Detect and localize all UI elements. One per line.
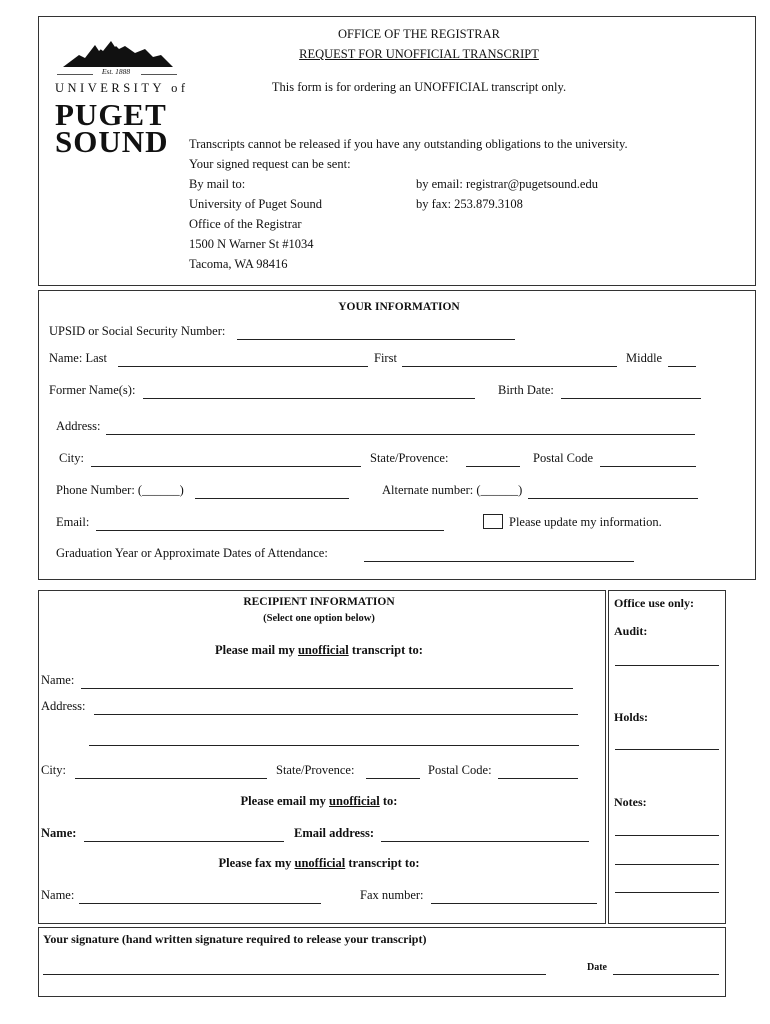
middle-name-field[interactable] <box>668 366 696 367</box>
mail-label: By mail to: <box>189 177 246 191</box>
office-use-title: Office use only: <box>614 596 694 610</box>
birth-date-label: Birth Date: <box>498 383 554 397</box>
date-label: Date <box>587 962 607 973</box>
recipient-city-label: City: <box>41 763 67 777</box>
office-title: OFFICE OF THE REGISTRAR <box>338 27 500 41</box>
recipient-address-label: Address: <box>41 699 86 713</box>
recipient-postal-field[interactable] <box>498 778 578 779</box>
first-name-label: First <box>374 351 397 365</box>
recipient-state-label: State/Provence: <box>276 763 355 777</box>
address-field[interactable] <box>106 434 695 435</box>
unofficial-note: This form is for ordering an UNOFFICIAL transcript only. <box>271 80 567 94</box>
fax-number-field[interactable] <box>431 903 597 904</box>
your-info-heading: YOUR INFORMATION <box>338 301 460 313</box>
notes-label: Notes: <box>614 795 647 809</box>
notes-field-1[interactable] <box>615 835 719 836</box>
recipient-name-field[interactable] <box>81 688 573 689</box>
fax-option-heading: Please fax my unofficial transcript to: <box>218 856 420 870</box>
email-address-label: Email address: <box>294 826 374 840</box>
postal-code-label: Postal Code <box>533 451 594 465</box>
fax-recipient-name-label: Name: <box>41 888 75 902</box>
fax-number-label: Fax number: <box>360 888 424 902</box>
phone-field[interactable] <box>195 498 349 499</box>
university-logo <box>55 37 189 159</box>
signature-field[interactable] <box>43 974 546 975</box>
upsid-label: UPSID or Social Security Number: <box>49 324 226 338</box>
recipient-city-field[interactable] <box>75 778 267 779</box>
mountain-logo-icon <box>55 37 179 69</box>
birth-date-field[interactable] <box>561 398 701 399</box>
state-field[interactable] <box>466 466 520 467</box>
office-use-box <box>608 590 726 924</box>
email-option-heading: Please email my unofficial to: <box>240 794 398 808</box>
header-box <box>38 16 756 286</box>
signature-label: Your signature (hand written signature required to release your transcript) <box>43 932 427 946</box>
date-field[interactable] <box>613 974 719 975</box>
alternate-phone-label: Alternate number: (______) <box>382 483 523 497</box>
email-recipient-name-field[interactable] <box>84 841 284 842</box>
mail-line-1: University of Puget Sound <box>189 197 322 211</box>
audit-label: Audit: <box>614 624 648 638</box>
update-info-label: Please update my information. <box>509 515 662 529</box>
email-address-field[interactable] <box>381 841 589 842</box>
former-names-field[interactable] <box>143 398 475 399</box>
state-label: State/Provence: <box>370 451 449 465</box>
fax-contact: by fax: 253.879.3108 <box>416 197 523 211</box>
graduation-field[interactable] <box>364 561 634 562</box>
holds-field[interactable] <box>615 749 719 750</box>
logo-university-of: UNIVERSITY of <box>55 81 189 95</box>
recipient-state-field[interactable] <box>366 778 420 779</box>
mail-line-4: Tacoma, WA 98416 <box>189 257 288 271</box>
logo-puget: PUGET <box>55 97 167 132</box>
form-title: REQUEST FOR UNOFFICIAL TRANSCRIPT <box>299 47 539 61</box>
graduation-label: Graduation Year or Approximate Dates of Attendance: <box>56 546 328 560</box>
last-name-label: Name: Last <box>49 351 107 365</box>
email-label: Email: <box>56 515 90 529</box>
notes-field-3[interactable] <box>615 892 719 893</box>
recipient-select-note: (Select one option below) <box>263 613 375 624</box>
postal-code-field[interactable] <box>600 466 696 467</box>
email-recipient-name-label: Name: <box>41 826 77 840</box>
holds-label: Holds: <box>614 710 649 724</box>
middle-name-label: Middle <box>626 351 663 365</box>
first-name-field[interactable] <box>402 366 617 367</box>
signature-box <box>38 927 726 997</box>
logo-est: Est. 1888 <box>101 67 131 76</box>
alternate-phone-field[interactable] <box>528 498 698 499</box>
recipient-postal-label: Postal Code: <box>428 763 492 777</box>
last-name-field[interactable] <box>118 366 368 367</box>
send-note: Your signed request can be sent: <box>189 157 351 171</box>
address-label: Address: <box>56 419 101 433</box>
mail-line-3: 1500 N Warner St #1034 <box>189 237 314 251</box>
city-field[interactable] <box>91 466 361 467</box>
notes-field-2[interactable] <box>615 864 719 865</box>
city-label: City: <box>59 451 85 465</box>
fax-recipient-name-field[interactable] <box>79 903 321 904</box>
email-field[interactable] <box>96 530 444 531</box>
obligations-note: Transcripts cannot be released if you have any outstanding obligations to the university. <box>189 137 628 151</box>
recipient-address-field-2[interactable] <box>89 745 579 746</box>
email-contact: by email: registrar@pugetsound.edu <box>416 177 598 191</box>
recipient-information-box <box>38 590 606 924</box>
logo-sound: SOUND <box>55 124 169 159</box>
former-names-label: Former Name(s): <box>49 383 136 397</box>
phone-label: Phone Number: (______) <box>56 483 184 497</box>
your-information-box <box>38 290 756 580</box>
upsid-field[interactable] <box>237 339 515 340</box>
audit-field[interactable] <box>615 665 719 666</box>
mail-option-heading: Please mail my unofficial transcript to: <box>215 643 423 657</box>
recipient-address-field-1[interactable] <box>94 714 578 715</box>
mail-line-2: Office of the Registrar <box>189 217 302 231</box>
recipient-heading: RECIPIENT INFORMATION <box>243 596 395 608</box>
recipient-name-label: Name: <box>41 673 75 687</box>
update-info-checkbox[interactable] <box>483 514 503 529</box>
